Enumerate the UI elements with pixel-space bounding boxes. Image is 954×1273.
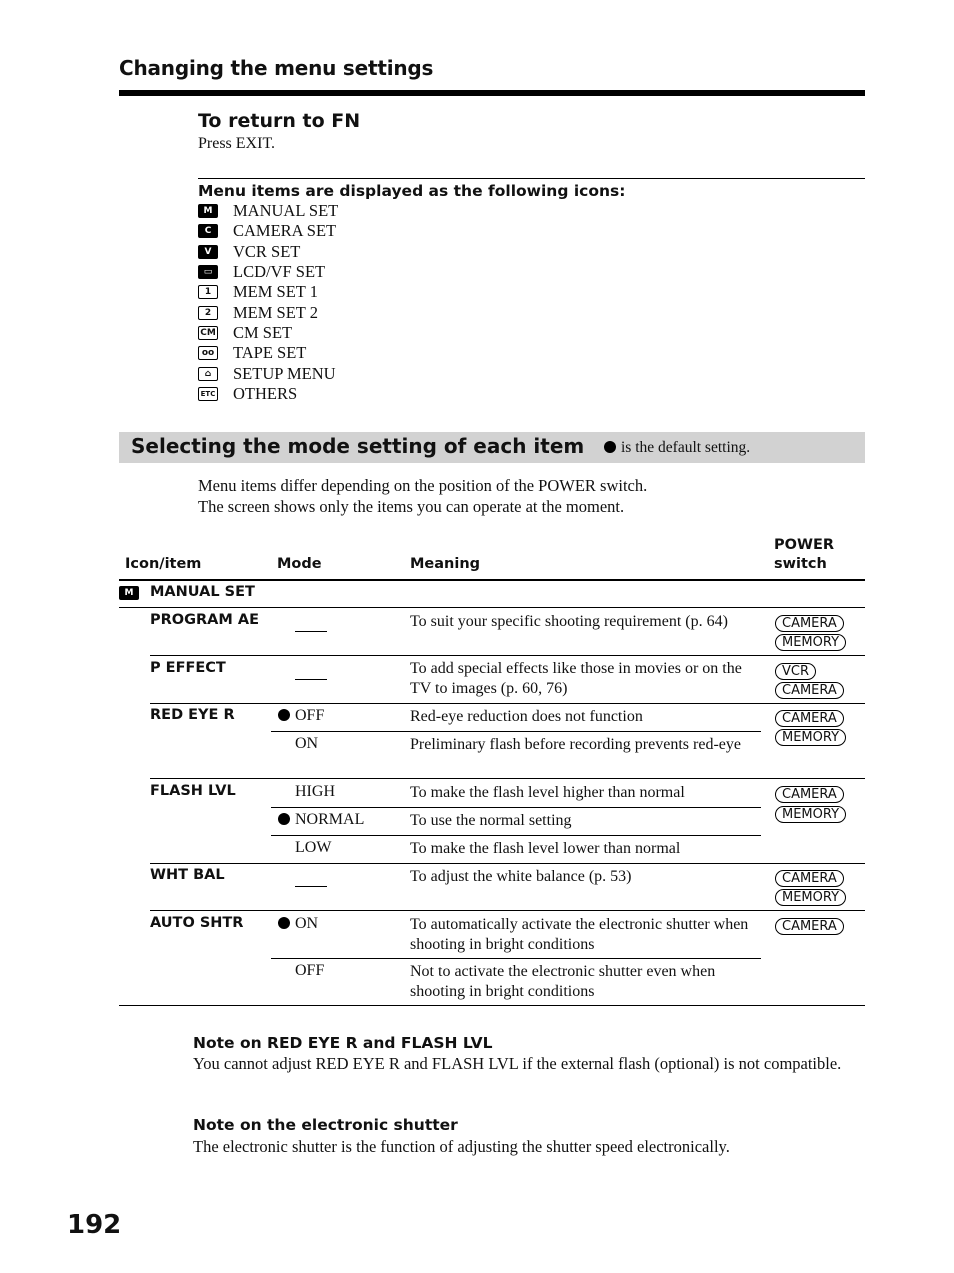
icon-label: VCR SET: [233, 241, 301, 261]
row-item: WHT BAL: [150, 867, 225, 883]
return-fn-body: Press EXIT.: [198, 135, 276, 152]
row-rule: [150, 778, 865, 779]
cm-set-icon: CM: [198, 326, 218, 340]
power-switch-badge: CAMERA: [775, 870, 844, 887]
power-switch-badge: MEMORY: [775, 889, 846, 906]
mode-value: OFF: [295, 962, 325, 979]
section-title: Changing the menu settings: [119, 56, 434, 80]
mode-section-title: Selecting the mode setting of each item: [131, 434, 585, 458]
default-dot-icon: [278, 917, 290, 929]
dash-icon: [295, 631, 327, 632]
default-dot-icon: [604, 441, 616, 453]
vcr-set-icon: V: [198, 245, 218, 259]
default-note-text: is the default setting.: [621, 439, 751, 456]
power-switch-badge: CAMERA: [775, 786, 844, 803]
mode-value: ON: [295, 915, 319, 932]
icon-list: [198, 201, 338, 404]
icon-label: MANUAL SET: [233, 201, 339, 221]
power-switch-badge: MEMORY: [775, 729, 846, 746]
icon-label: CAMERA SET: [233, 221, 337, 241]
default-dot-icon: [278, 709, 290, 721]
row-item: P EFFECT: [150, 660, 226, 676]
row-meaning: To use the normal setting: [410, 812, 572, 829]
manual-set-icon: M: [198, 204, 218, 218]
col-header-power-line: POWER: [774, 537, 835, 553]
return-fn-heading: To return to FN: [198, 110, 361, 132]
lcd-vf-set-icon: ▭: [198, 265, 218, 279]
col-header-meaning: Meaning: [410, 556, 481, 572]
row-item: AUTO SHTR: [150, 915, 244, 931]
row-item: RED EYE R: [150, 707, 235, 723]
row-meaning: To add special effects like those in movies or on the TV to images (p. 60, 76): [410, 660, 742, 697]
note-heading: Note on the electronic shutter: [193, 1116, 458, 1134]
icons-divider: [198, 178, 865, 179]
row-meaning: To automatically activate the electronic shutter when shooting in bright conditions: [410, 916, 749, 953]
sub-row-rule: [271, 807, 761, 808]
intro-line: The screen shows only the items you can operate at the moment.: [198, 497, 625, 516]
note-body: The electronic shutter is the function of adjusting the shutter speed electronically.: [193, 1137, 730, 1156]
row-meaning: Preliminary flash before recording prevents red-eye: [410, 736, 741, 753]
dash-icon: [295, 886, 327, 887]
list-item: [198, 384, 338, 404]
list-item: [198, 343, 338, 363]
mode-value: ON: [295, 735, 319, 752]
others-icon: ETC: [198, 387, 218, 401]
row-meaning: To make the flash level higher than normal: [410, 784, 685, 801]
row-rule: [150, 863, 865, 864]
row-meaning: To make the flash level lower than normal: [410, 840, 681, 857]
row-item: PROGRAM AE: [150, 612, 260, 628]
mem-set-2-icon: 2: [198, 306, 218, 320]
table-group-label: MANUAL SET: [150, 584, 255, 600]
row-rule: [119, 607, 865, 608]
row-rule: [150, 910, 865, 911]
power-switch-badge: CAMERA: [775, 918, 844, 935]
icon-label: TAPE SET: [233, 343, 307, 363]
mem-set-1-icon: 1: [198, 285, 218, 299]
col-header-power-line: switch: [774, 556, 827, 572]
list-item: [198, 302, 338, 322]
col-header-icon-item: Icon/item: [125, 556, 202, 572]
note-body: You cannot adjust RED EYE R and FLASH LVL if the external flash (optional) is not compatible.: [193, 1054, 842, 1073]
mode-default: [278, 915, 318, 933]
row-meaning: Not to activate the electronic shutter even when shooting in bright conditions: [410, 963, 716, 1000]
mode-value: NORMAL: [295, 811, 365, 828]
sub-row-rule: [271, 731, 761, 732]
row-meaning: To suit your specific shooting requirement (p. 64): [410, 613, 728, 630]
power-switch-badge: CAMERA: [775, 682, 844, 699]
mode-none: [295, 622, 327, 640]
title-rule: [119, 90, 865, 96]
row-rule: [150, 703, 865, 704]
list-item: [198, 221, 338, 241]
col-header-mode: Mode: [277, 556, 322, 572]
intro-text: [198, 475, 647, 517]
list-item: [198, 363, 338, 383]
icons-heading: Menu items are displayed as the following icons:: [198, 182, 626, 200]
intro-line: Menu items differ depending on the position of the POWER switch.: [198, 476, 648, 495]
row-item: FLASH LVL: [150, 783, 236, 799]
col-header-power: [774, 536, 834, 574]
table-bottom-rule: [119, 1005, 865, 1006]
camera-set-icon: C: [198, 224, 218, 238]
page-number: 192: [67, 1210, 122, 1240]
power-switch-badge: CAMERA: [775, 615, 844, 632]
setup-menu-icon: ⌂: [198, 367, 218, 381]
mode-value: OFF: [295, 707, 325, 724]
list-item: [198, 242, 338, 262]
mode-none: [295, 877, 327, 895]
icon-label: CM SET: [233, 322, 293, 342]
list-item: [198, 323, 338, 343]
dash-icon: [295, 679, 327, 680]
list-item: [198, 282, 338, 302]
sub-row-rule: [271, 835, 761, 836]
power-switch-badge: CAMERA: [775, 710, 844, 727]
mode-default: [278, 707, 324, 725]
mode-value: HIGH: [295, 783, 335, 800]
row-meaning: Red-eye reduction does not function: [410, 708, 643, 725]
default-note: [604, 439, 750, 457]
power-switch-badge: MEMORY: [775, 806, 846, 823]
power-switch-badge: MEMORY: [775, 634, 846, 651]
default-dot-icon: [278, 813, 290, 825]
icon-label: LCD/VF SET: [233, 262, 326, 282]
mode-default: [278, 811, 364, 829]
table-header-rule: [119, 579, 865, 581]
mode-none: [295, 670, 327, 688]
icon-label: MEM SET 2: [233, 302, 318, 322]
icon-label: SETUP MENU: [233, 363, 336, 383]
sub-row-rule: [271, 958, 761, 959]
list-item: [198, 262, 338, 282]
row-meaning: To adjust the white balance (p. 53): [410, 868, 632, 885]
note-heading: Note on RED EYE R and FLASH LVL: [193, 1034, 493, 1052]
icon-label: MEM SET 1: [233, 282, 318, 302]
manual-set-icon: M: [119, 586, 139, 600]
tape-set-icon: oo: [198, 346, 218, 360]
list-item: [198, 201, 338, 221]
power-switch-badge: VCR: [775, 663, 816, 680]
row-rule: [150, 655, 865, 656]
mode-value: LOW: [295, 839, 332, 856]
icon-label: OTHERS: [233, 383, 298, 403]
